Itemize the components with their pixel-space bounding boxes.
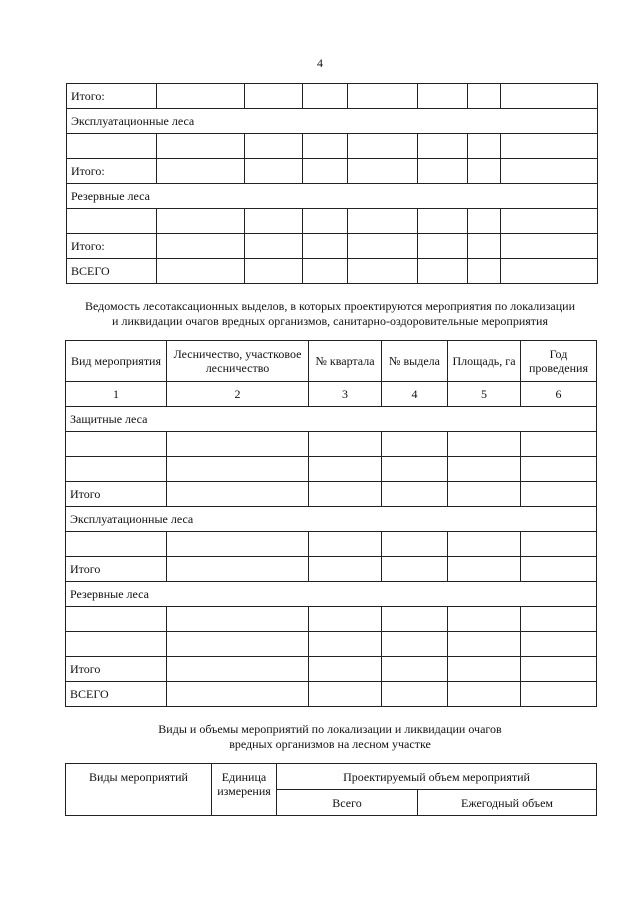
table-row (66, 532, 597, 557)
row-cell (468, 159, 501, 184)
row-cell (382, 557, 448, 582)
row-cell (245, 234, 303, 259)
row-cell (245, 259, 303, 284)
header-cell: Единица измерения (212, 764, 277, 816)
row-cell (501, 259, 598, 284)
row-cell (382, 607, 448, 632)
row-cell (167, 682, 309, 707)
row-cell (382, 632, 448, 657)
row-cell (501, 209, 598, 234)
row-cell (245, 84, 303, 109)
row-cell (418, 259, 468, 284)
row-cell (303, 84, 348, 109)
table-caption-measures-volume (40, 722, 620, 752)
header-cell: Вид мероприятия (66, 341, 167, 382)
row-cell (382, 532, 448, 557)
row-cell (348, 84, 418, 109)
section-label: Эксплуатационные леса (67, 109, 598, 134)
row-cell (382, 432, 448, 457)
column-number: 5 (448, 382, 521, 407)
section-label: Резервные леса (67, 184, 598, 209)
total-row (66, 557, 597, 582)
table-row (66, 457, 597, 482)
table-row (66, 632, 597, 657)
row-cell (448, 557, 521, 582)
row-cell (66, 532, 167, 557)
table-row (67, 209, 598, 234)
total-label: Итого (66, 482, 167, 507)
total-row (67, 159, 598, 184)
table-row (66, 432, 597, 457)
row-cell (309, 557, 382, 582)
row-cell (521, 457, 597, 482)
row-cell (468, 134, 501, 159)
row-cell (309, 457, 382, 482)
total-label: Итого: (67, 84, 157, 109)
row-cell (309, 682, 382, 707)
row-cell (157, 84, 245, 109)
header-cell: Площадь, га (448, 341, 521, 382)
row-cell (382, 657, 448, 682)
row-cell (303, 134, 348, 159)
row-cell (348, 234, 418, 259)
row-cell (448, 532, 521, 557)
row-cell (501, 234, 598, 259)
total-label: ВСЕГО (67, 259, 157, 284)
row-cell (521, 682, 597, 707)
row-cell (418, 234, 468, 259)
row-cell (448, 457, 521, 482)
row-cell (309, 657, 382, 682)
row-cell (157, 234, 245, 259)
row-cell (382, 482, 448, 507)
caption-line: Ведомость лесотаксационных выделов, в которых проектируются мероприятия по локализации (84, 299, 576, 313)
row-cell (521, 607, 597, 632)
header-cell: Виды мероприятий (66, 764, 212, 816)
row-cell (167, 532, 309, 557)
row-cell (245, 134, 303, 159)
row-cell (309, 482, 382, 507)
row-cell (245, 159, 303, 184)
column-number: 2 (167, 382, 309, 407)
row-cell (521, 657, 597, 682)
row-cell (67, 209, 157, 234)
row-cell (167, 557, 309, 582)
total-row (66, 482, 597, 507)
header-cell: Всего (277, 790, 418, 816)
table-row (66, 607, 597, 632)
row-cell (382, 457, 448, 482)
row-cell (468, 234, 501, 259)
caption-line: вредных организмов на лесном участке (229, 737, 431, 751)
page-number: 4 (317, 56, 323, 70)
row-cell (418, 134, 468, 159)
total-label: ВСЕГО (66, 682, 167, 707)
column-number: 4 (382, 382, 448, 407)
table-caption-affected-stands (40, 299, 620, 329)
row-cell (167, 457, 309, 482)
row-cell (167, 632, 309, 657)
row-cell (501, 134, 598, 159)
section-row (66, 407, 597, 432)
row-cell (501, 159, 598, 184)
section-row (66, 582, 597, 607)
row-cell (245, 209, 303, 234)
total-label: Итого: (67, 159, 157, 184)
total-row (67, 234, 598, 259)
column-number: 1 (66, 382, 167, 407)
header-cell: Лесничество, участковое лесничество (167, 341, 309, 382)
section-row (67, 184, 598, 209)
row-cell (67, 134, 157, 159)
row-cell (309, 607, 382, 632)
row-cell (167, 482, 309, 507)
row-cell (448, 482, 521, 507)
total-row (66, 657, 597, 682)
header-cell-group: Проектируемый объем мероприятий (277, 764, 597, 790)
section-label: Защитные леса (66, 407, 597, 432)
row-cell (157, 159, 245, 184)
row-cell (309, 532, 382, 557)
row-cell (448, 657, 521, 682)
row-cell (309, 432, 382, 457)
header-cell: № выдела (382, 341, 448, 382)
row-cell (66, 607, 167, 632)
row-cell (303, 209, 348, 234)
row-cell (66, 632, 167, 657)
row-cell (303, 159, 348, 184)
row-cell (468, 259, 501, 284)
row-cell (66, 457, 167, 482)
row-cell (348, 209, 418, 234)
row-cell (167, 657, 309, 682)
section-row (67, 109, 598, 134)
header-cell: Ежегодный объем (418, 790, 597, 816)
row-cell (303, 259, 348, 284)
row-cell (448, 682, 521, 707)
total-row (67, 259, 598, 284)
section-label: Резервные леса (66, 582, 597, 607)
row-cell (348, 134, 418, 159)
total-row (67, 84, 598, 109)
row-cell (521, 482, 597, 507)
row-cell (348, 259, 418, 284)
row-cell (448, 432, 521, 457)
total-label: Итого: (67, 234, 157, 259)
row-cell (167, 607, 309, 632)
row-cell (66, 432, 167, 457)
column-number: 3 (309, 382, 382, 407)
row-cell (309, 632, 382, 657)
total-label: Итого (66, 557, 167, 582)
row-cell (418, 209, 468, 234)
section-label: Эксплуатационные леса (66, 507, 597, 532)
row-cell (468, 84, 501, 109)
row-cell (157, 209, 245, 234)
row-cell (418, 159, 468, 184)
row-cell (167, 432, 309, 457)
table-affected-stands (65, 340, 597, 707)
row-cell (303, 234, 348, 259)
row-cell (348, 159, 418, 184)
row-cell (448, 607, 521, 632)
total-row (66, 682, 597, 707)
total-label: Итого (66, 657, 167, 682)
column-number: 6 (521, 382, 597, 407)
section-row (66, 507, 597, 532)
row-cell (521, 632, 597, 657)
row-cell (157, 134, 245, 159)
caption-line: и ликвидации очагов вредных организмов, санитарно-оздоровительные мероприятия (112, 314, 548, 328)
caption-line: Виды и объемы мероприятий по локализации и ликвидации очагов (158, 722, 502, 736)
table-measures-volume (65, 763, 597, 816)
row-cell (521, 532, 597, 557)
row-cell (468, 209, 501, 234)
table-row (67, 134, 598, 159)
row-cell (382, 682, 448, 707)
header-cell: Год проведения (521, 341, 597, 382)
row-cell (521, 557, 597, 582)
row-cell (448, 632, 521, 657)
row-cell (157, 259, 245, 284)
row-cell (521, 432, 597, 457)
header-cell: № квартала (309, 341, 382, 382)
row-cell (418, 84, 468, 109)
table-continuation (66, 83, 598, 284)
row-cell (501, 84, 598, 109)
